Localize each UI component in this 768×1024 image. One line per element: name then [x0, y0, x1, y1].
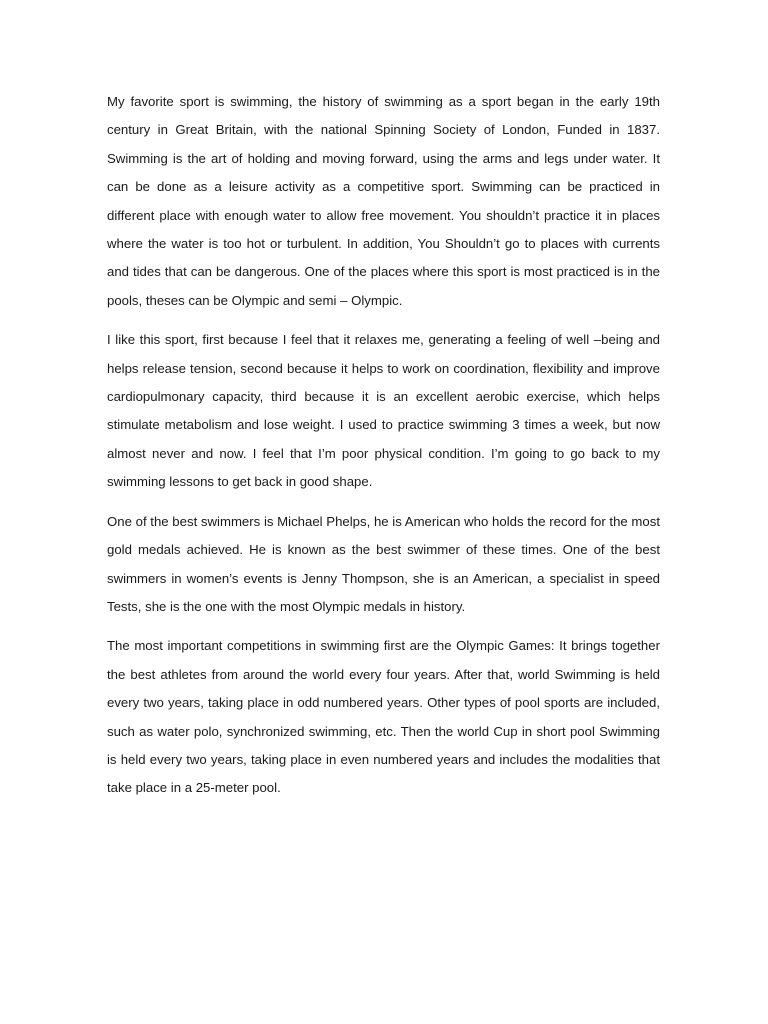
paragraph-competitions: The most important competitions in swimming first are the Olympic Games: It brings together the best athletes from around the world every four years. After that, world Swimming is held every two years, taking place in odd numbered years. Other types of pool sports are included, such as water polo, synchronized swimming, etc. Then the world Cup in short pool Swimming is held every two years, taking place in even numbered years and includes the modalities that take place in a 25-meter pool.	[107, 638, 660, 796]
paragraph-swimming-history: My favorite sport is swimming, the history of swimming as a sport began in the early 19th century in Great Britain, with the national Spinning Society of London, Funded in 1837. Swimming is the art of holding and moving forward, using the arms and legs under water. It can be done as a leisure activity as a competitive sport. Swimming can be practiced in different place with enough water to allow free movement. You shouldn’t practice it in places where the water is too hot or turbulent. In addition, You Shouldn’t go to places with currents and tides that can be dangerous. One of the places where this sport is most practiced is in the pools, theses can be Olympic and semi – Olympic.	[107, 94, 660, 308]
paragraph-personal-reasons: I like this sport, first because I feel that it relaxes me, generating a feeling of well –being and helps release tension, second because it helps to work on coordination, flexibility and improve cardiopulmonary capacity, third because it is an excellent aerobic exercise, which helps stimulate metabolism and lose weight. I used to practice swimming 3 times a week, but now almost never and now. I feel that I’m poor physical condition. I’m going to go back to my swimming lessons to get back in good shape.	[107, 332, 660, 490]
paragraph-best-swimmers: One of the best swimmers is Michael Phelps, he is American who holds the record for the most gold medals achieved. He is known as the best swimmer of these times. One of the best swimmers in women’s events is Jenny Thompson, she is an American, a specialist in speed Tests, she is the one with the most Olympic medals in history.	[107, 513, 660, 614]
document-body	[107, 88, 660, 814]
